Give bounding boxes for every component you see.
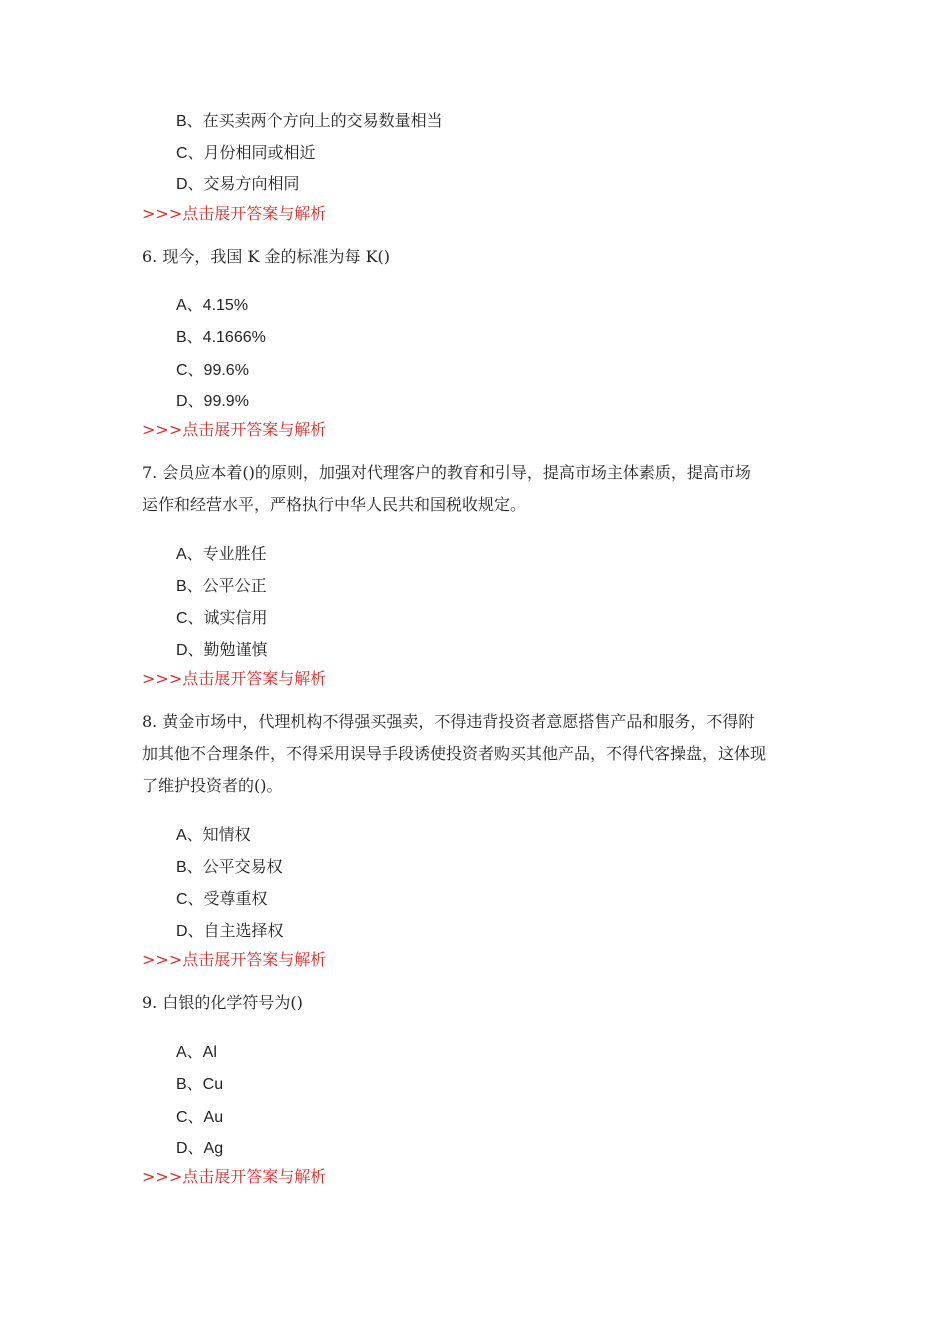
option-a: A、4.15% [176,297,249,314]
expand-answer-link[interactable]: >>>点击展开答案与解析 [142,204,327,223]
expand-answer-link[interactable]: >>>点击展开答案与解析 [142,669,327,688]
question-8-text-line-2: 加其他不合理条件，不得采用误导手段诱使投资者购买其他产品，不得代客操盘，这体现 [142,744,767,763]
option-d: D、自主选择权 [176,923,284,940]
option-a: A、专业胜任 [176,546,267,563]
question-7-text-line-2: 运作和经营水平，严格执行中华人民共和国税收规定。 [142,495,527,514]
option-d: D、交易方向相同 [176,176,300,193]
option-c: C、受尊重权 [176,891,268,908]
option-b: B、公平公正 [176,578,267,595]
option-d: D、勤勉谨慎 [176,642,268,659]
option-c: C、Au [176,1109,224,1126]
option-d: D、99.9% [176,393,249,410]
option-b: B、4.1666% [176,329,266,346]
expand-answer-link[interactable]: >>>点击展开答案与解析 [142,420,327,439]
question-7-text-line-1: 7. 会员应本着()的原则，加强对代理客户的教育和引导，提高市场主体素质，提高市场 [142,463,751,482]
question-9-text: 9. 白银的化学符号为() [142,993,303,1012]
option-c: C、99.6% [176,362,249,379]
option-c: C、月份相同或相近 [176,145,316,162]
option-b: B、在买卖两个方向上的交易数量相当 [176,113,443,130]
question-8-text-line-3: 了维护投资者的()。 [142,776,283,795]
question-6-text: 6. 现今，我国 K 金的标准为每 K() [142,247,391,266]
question-8-text-line-1: 8. 黄金市场中，代理机构不得强买强卖，不得违背投资者意愿搭售产品和服务，不得附 [142,712,755,731]
option-a: A、Al [176,1044,217,1061]
option-b: B、公平交易权 [176,859,283,876]
option-a: A、知情权 [176,827,251,844]
option-c: C、诚实信用 [176,610,268,627]
expand-answer-link[interactable]: >>>点击展开答案与解析 [142,950,327,969]
expand-answer-link[interactable]: >>>点击展开答案与解析 [142,1167,327,1186]
option-b: B、Cu [176,1076,224,1093]
option-d: D、Ag [176,1140,224,1157]
